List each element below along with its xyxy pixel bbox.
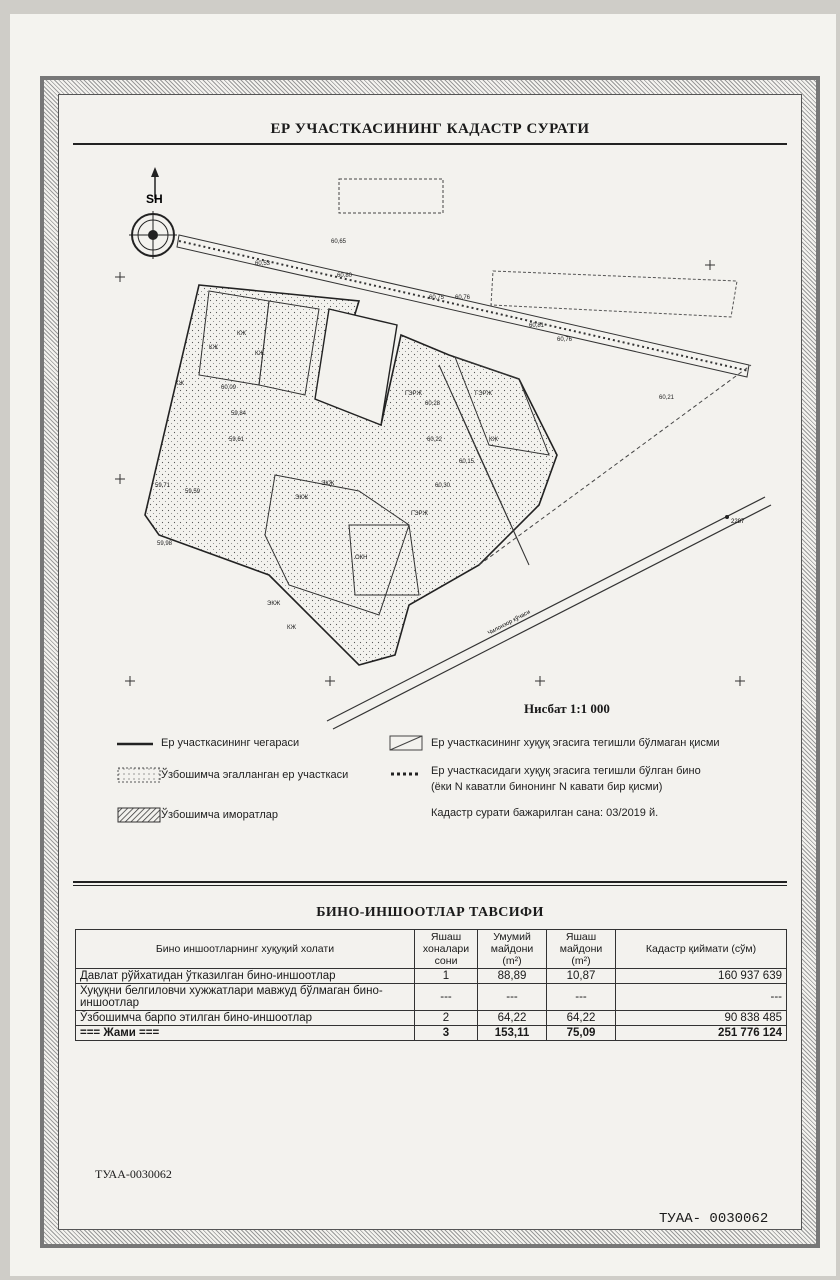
registration-number: ТУАА-0030062: [95, 1167, 172, 1181]
svg-text:59,84: 59,84: [231, 411, 247, 417]
header-living-area: Яшаш майдони (m²): [547, 930, 616, 969]
legend-boundary-label: Ер участкасининг чегараси: [161, 737, 300, 749]
svg-text:ОКН: ОКН: [355, 555, 368, 561]
street-label: Чилонзор кўчаси: [487, 609, 532, 637]
map-scale: Нисбат 1:1 000: [524, 701, 610, 716]
svg-text:ЭКЖ: ЭКЖ: [295, 495, 309, 501]
benchmark-icon: [725, 515, 745, 525]
header-total-area: Умумий майдони (m²): [478, 930, 547, 969]
legend-owned-building-label: Ер участкасидаги хуқуқ эгасига тегишли бўлган бино: [431, 765, 701, 777]
svg-text:ЭКЖ: ЭКЖ: [321, 481, 335, 487]
svg-text:60,53: 60,53: [255, 261, 271, 267]
legend-not-owned-swatch: [389, 735, 423, 751]
registration-stamp: [659, 1211, 768, 1227]
svg-text:ЭКЖ: ЭКЖ: [267, 601, 281, 607]
svg-text:60,28: 60,28: [425, 401, 441, 407]
table-total-row: === Жами === 3 153,11 75,09 251 776 124: [76, 1026, 787, 1041]
svg-text:ГЭРЖ: ГЭРЖ: [411, 511, 429, 517]
north-arrow-icon: [129, 167, 177, 259]
document-title: ЕР УЧАСТКАСИНИНГ КАДАСТР СУРАТИ: [270, 121, 590, 137]
svg-text:ГЭРЖ: ГЭРЖ: [405, 391, 423, 397]
table-row: Хуқуқни белгиловчи хужжатлари мавжуд бўлмаган бино-иншоотлар --- --- --- ---: [76, 984, 787, 1011]
executed-date-suffix: й.: [648, 807, 659, 819]
svg-text:60,76: 60,76: [557, 337, 573, 343]
north-label: SH: [146, 192, 163, 206]
executed-date-line: [431, 807, 658, 819]
svg-text:КЖ: КЖ: [237, 331, 247, 337]
document-sheet: [10, 14, 836, 1276]
svg-text:60,21: 60,21: [659, 395, 675, 401]
svg-text:59,59: 59,59: [185, 489, 201, 495]
header-legal-status: Бино иншоотларнинг хуқуқий холати: [76, 930, 415, 969]
svg-text:60,15: 60,15: [459, 459, 475, 465]
legend-extra-land-label: Ўзбошимча эгалланган ер участкаси: [161, 769, 349, 781]
svg-text:60,30: 60,30: [435, 483, 451, 489]
header-cadastral-value: Кадастр қиймати (сўм): [616, 930, 787, 969]
legend-owned-building-note: (ёки N каватли бинонинг N кавати бир қисми): [431, 781, 663, 793]
header-rooms: Яшаш хоналари сони: [415, 930, 478, 969]
svg-text:60,09: 60,09: [221, 385, 237, 391]
svg-text:КЖ: КЖ: [209, 345, 219, 351]
legend-not-owned-label: Ер участкасининг хуқуқ эгасига тегишли бўлмаган қисми: [431, 737, 720, 749]
legend-owned-building-swatch: [389, 767, 423, 781]
executed-date-label: Кадастр сурати бажарилган сана:: [431, 807, 604, 819]
svg-text:КЖ: КЖ: [175, 381, 185, 387]
svg-text:60,76: 60,76: [455, 295, 471, 301]
table-row: Давлат рўйхатидан ўтказилган бино-иншоотлар 1 88,89 10,87 160 937 639: [76, 969, 787, 984]
legend-extra-buildings-swatch: [117, 807, 161, 823]
table-title: БИНО-ИНШООТЛАР ТАВСИФИ: [316, 905, 544, 920]
ornamental-border: [40, 76, 820, 1248]
map-block-top: [339, 179, 443, 213]
map-block-right: [491, 271, 737, 317]
svg-text:2287: 2287: [731, 519, 745, 525]
executed-date-value: 03/2019: [606, 807, 646, 819]
table-header-row: [76, 930, 787, 969]
svg-text:59,61: 59,61: [229, 437, 245, 443]
svg-text:КЖ: КЖ: [287, 625, 297, 631]
legend-extra-buildings-label: Ўзбошимча иморатлар: [161, 809, 279, 821]
registration-digits: 0030062: [709, 1211, 769, 1227]
svg-text:60,80: 60,80: [337, 273, 353, 279]
svg-text:КЖ: КЖ: [255, 351, 265, 357]
legend-extra-land-swatch: [117, 767, 161, 783]
document-body: [58, 94, 802, 1230]
svg-text:59,71: 59,71: [155, 483, 171, 489]
svg-text:60,75: 60,75: [429, 295, 445, 301]
registration-series: ТУАА-: [659, 1211, 702, 1227]
section-rule-top: [73, 881, 787, 883]
legend-boundary-swatch: [117, 737, 153, 751]
buildings-table: [75, 929, 787, 1041]
svg-text:ГЭРЖ: ГЭРЖ: [475, 391, 493, 397]
section-rule-bottom: [73, 885, 787, 886]
svg-text:КЖ: КЖ: [489, 437, 499, 443]
svg-text:60,22: 60,22: [427, 437, 443, 443]
svg-text:59,98: 59,98: [157, 541, 173, 547]
cadastral-map: [59, 95, 811, 745]
table-row: Ўзбошимча барпо этилган бино-иншоотлар 2 64,22 64,22 90 838 485: [76, 1011, 787, 1026]
svg-text:60,65: 60,65: [331, 239, 347, 245]
svg-text:60,81: 60,81: [529, 323, 545, 329]
